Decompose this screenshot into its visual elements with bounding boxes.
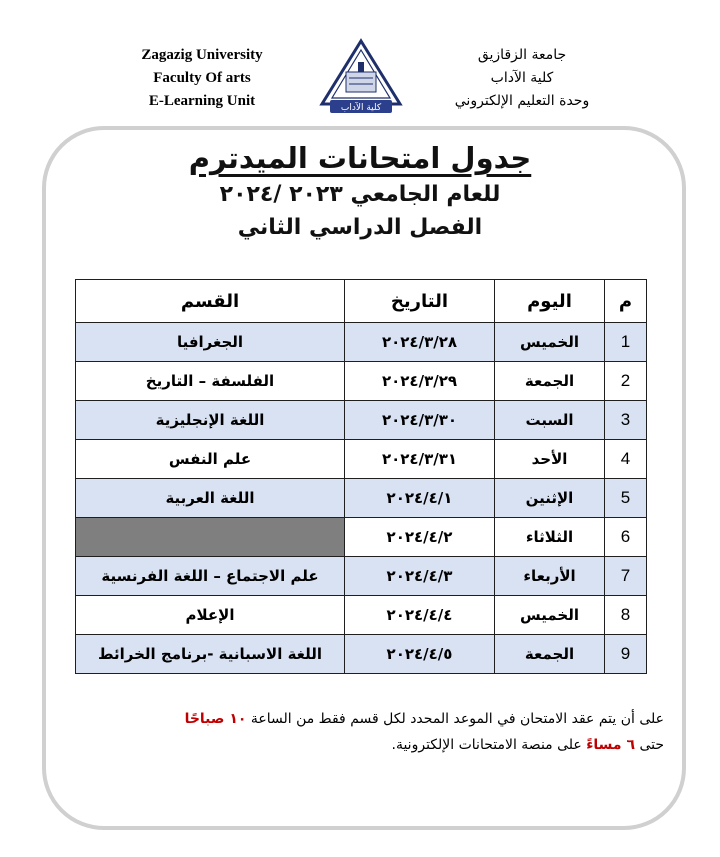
row-department-empty (76, 518, 345, 557)
row-date: ٢٠٢٤/٤/٥ (345, 635, 495, 674)
row-day: الأربعاء (495, 557, 605, 596)
row-date: ٢٠٢٤/٣/٢٩ (345, 362, 495, 401)
semester-label: الفصل الدراسي الثاني (237, 215, 483, 240)
row-index: 3 (605, 401, 647, 440)
header-date: التاريخ (345, 280, 495, 323)
table-row (76, 401, 647, 440)
note-line-2 (0, 732, 664, 758)
note-end-time: ٦ مساءً (586, 737, 635, 753)
note-line-1 (0, 706, 664, 732)
row-day: الثلاثاء (495, 518, 605, 557)
row-department: اللغة الاسبانية -برنامج الخرائط (76, 635, 345, 674)
row-date: ٢٠٢٤/٤/٤ (345, 596, 495, 635)
exam-note (0, 706, 664, 758)
row-index: 7 (605, 557, 647, 596)
table-row (76, 362, 647, 401)
note-text-3: على منصة الامتحانات الإلكترونية. (391, 737, 582, 753)
row-day: الجمعة (495, 635, 605, 674)
note-text-2: حتى (639, 737, 664, 753)
row-date: ٢٠٢٤/٤/٣ (345, 557, 495, 596)
faculty-name-ar: كلية الآداب (490, 70, 554, 86)
note-text-1: على أن يتم عقد الامتحان في الموعد المحدد لكل قسم فقط من الساعة (250, 711, 664, 727)
row-index: 8 (605, 596, 647, 635)
row-index: 6 (605, 518, 647, 557)
table-row (76, 440, 647, 479)
row-day: السبت (495, 401, 605, 440)
schedule-title: جدول امتحانات الميدترم (188, 141, 532, 175)
row-day: الجمعة (495, 362, 605, 401)
row-date: ٢٠٢٤/٣/٣١ (345, 440, 495, 479)
row-date: ٢٠٢٤/٣/٢٨ (345, 323, 495, 362)
row-department: الجغرافيا (76, 323, 345, 362)
row-day: الخميس (495, 323, 605, 362)
unit-name-en: E-Learning Unit (148, 93, 256, 109)
row-index: 1 (605, 323, 647, 362)
row-department: الفلسفة – التاريخ (76, 362, 345, 401)
faculty-name-en: Faculty Of arts (153, 70, 251, 86)
table-row (76, 323, 647, 362)
header-index: م (605, 280, 647, 323)
table-header-row (76, 280, 647, 323)
header-day: اليوم (495, 280, 605, 323)
row-day: الإثنين (495, 479, 605, 518)
unit-name-ar: وحدة التعليم الإلكتروني (454, 93, 590, 109)
row-department: علم الاجتماع – اللغة الفرنسية (76, 557, 345, 596)
logo-text: كلية الآداب (340, 103, 382, 113)
table-row (76, 557, 647, 596)
row-index: 4 (605, 440, 647, 479)
english-header (122, 44, 282, 113)
row-index: 5 (605, 479, 647, 518)
row-day: الخميس (495, 596, 605, 635)
university-name-ar: جامعة الزقازيق (477, 47, 567, 63)
row-date: ٢٠٢٤/٤/٢ (345, 518, 495, 557)
table-row (76, 518, 647, 557)
table-row (76, 596, 647, 635)
academic-year: للعام الجامعي ٢٠٢٣ /٢٠٢٤ (219, 182, 501, 207)
exam-schedule-table (75, 279, 647, 674)
row-department: اللغة الإنجليزية (76, 401, 345, 440)
table-row (76, 479, 647, 518)
row-index: 9 (605, 635, 647, 674)
header-department: القسم (76, 280, 345, 323)
row-date: ٢٠٢٤/٣/٣٠ (345, 401, 495, 440)
note-start-time: ١٠ صباحًا (184, 711, 247, 727)
row-department: اللغة العربية (76, 479, 345, 518)
row-department: الإعلام (76, 596, 345, 635)
university-name-en: Zagazig University (141, 47, 263, 63)
row-department: علم النفس (76, 440, 345, 479)
table-row (76, 635, 647, 674)
faculty-logo (316, 38, 406, 114)
row-day: الأحد (495, 440, 605, 479)
row-date: ٢٠٢٤/٤/١ (345, 479, 495, 518)
row-index: 2 (605, 362, 647, 401)
arabic-header (422, 44, 622, 113)
